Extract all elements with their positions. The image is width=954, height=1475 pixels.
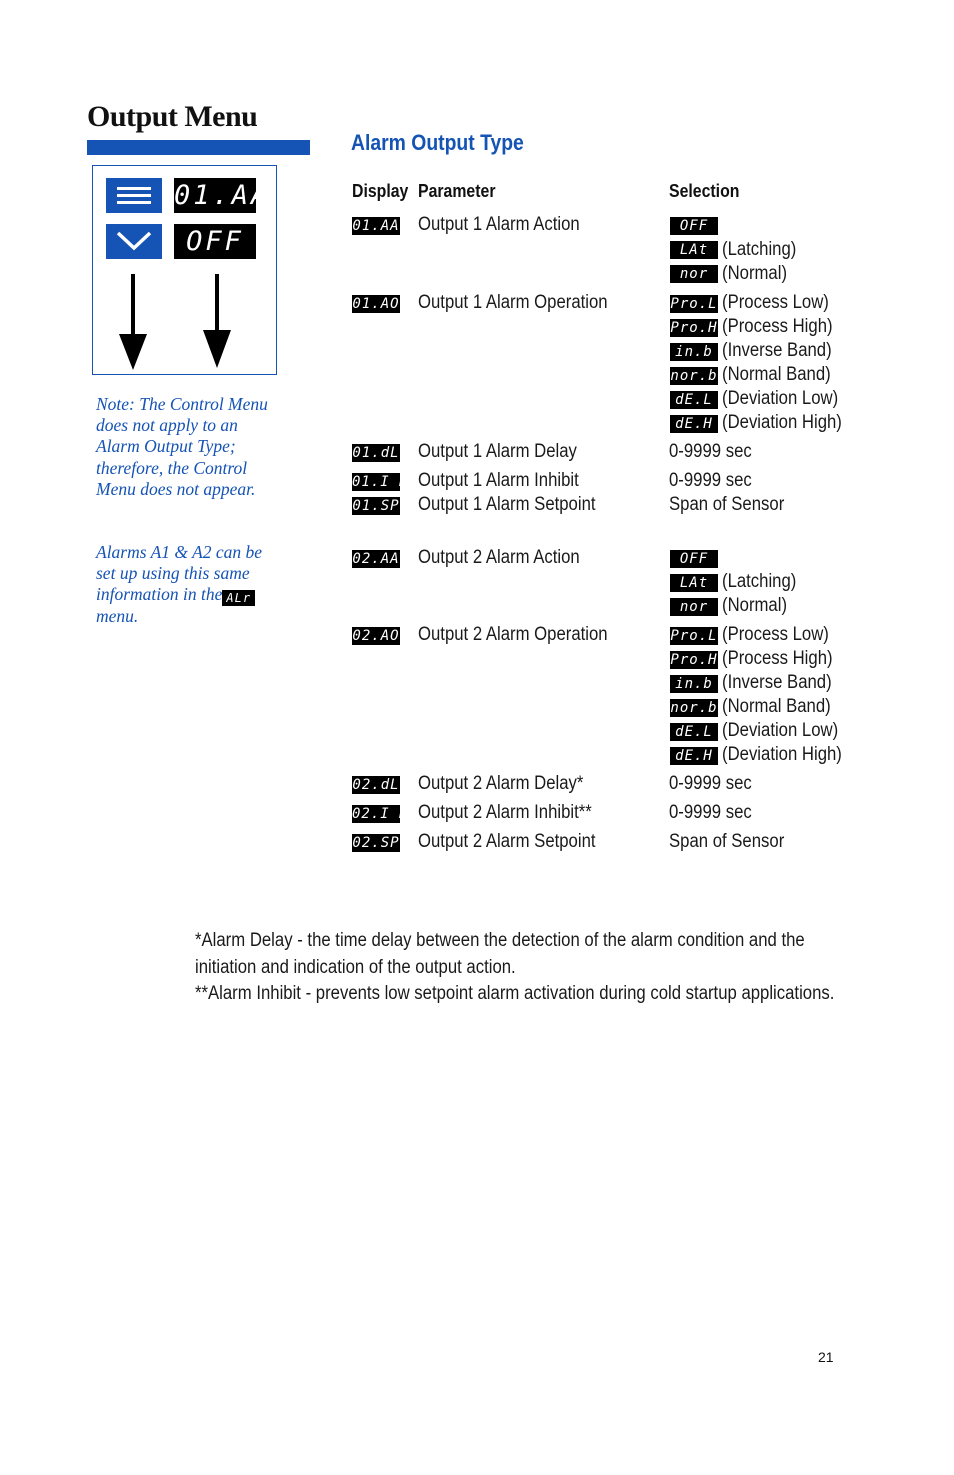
display-bottom: OFF [174, 224, 256, 259]
display-code: 02.SP [352, 835, 400, 851]
display-code: 02.AO [352, 628, 400, 644]
selection-value: Span of Sensor [669, 494, 785, 515]
selection-label: (Latching) [722, 239, 797, 260]
selection-value: 0-9999 sec [669, 441, 752, 462]
selection-label: (Process Low) [722, 624, 829, 645]
note-alarms [96, 542, 276, 628]
arrow-down-icon [197, 274, 237, 372]
selection-code: OFF [670, 550, 718, 568]
header-parameter: Parameter [418, 181, 496, 201]
selection-label: (Deviation Low) [722, 388, 839, 409]
selection-value: 0-9999 sec [669, 773, 752, 794]
footnote-alarm-delay-cont: initiation and indication of the output action. [195, 957, 516, 978]
section-title: Alarm Output Type [351, 130, 524, 155]
page-number: 21 [818, 1349, 834, 1365]
controller-panel-diagram [92, 165, 277, 375]
selection-code: Pro.L [670, 628, 718, 644]
selection-code: nor [670, 598, 718, 616]
selection-value: 0-9999 sec [669, 470, 752, 491]
selection-code: dE.H [670, 415, 718, 433]
selection-code: OFF [670, 217, 718, 235]
note-alarms-suffix: menu. [96, 606, 139, 627]
footnote-alarm-inhibit: **Alarm Inhibit - prevents low setpoint alarm activation during cold startup applications. [195, 983, 835, 1004]
selection-label: (Deviation Low) [722, 720, 839, 741]
selection-code: LAt [670, 574, 718, 592]
header-display: Display [352, 181, 409, 201]
display-top: 01.AA [174, 180, 271, 211]
selection-label: (Process Low) [722, 292, 829, 313]
selection-code: nor [670, 265, 718, 283]
selection-code: dE.H [670, 747, 718, 765]
parameter-name: Output 1 Alarm Inhibit [418, 470, 579, 491]
page-title: Output Menu [87, 100, 258, 133]
note-alarms-text: Alarms A1 & A2 can be set up using this same information in the [96, 542, 263, 605]
selection-code: Pro.L [670, 296, 718, 312]
selection-label: (Inverse Band) [722, 672, 832, 693]
selection-label: (Normal) [722, 263, 788, 284]
note-control-menu: Note: The Control Menu does not apply to an Alarm Output Type; therefore, the Control Menu does not appear. [96, 394, 268, 499]
parameter-name: Output 2 Alarm Action [418, 547, 580, 568]
selection-label: (Normal) [722, 595, 788, 616]
parameter-name: Output 2 Alarm Setpoint [418, 831, 596, 852]
selection-code: in.b [670, 343, 718, 361]
display-code: 02.AA [352, 551, 400, 567]
selection-code: nor.b [670, 700, 718, 716]
selection-label: (Deviation High) [722, 412, 842, 433]
parameter-name: Output 1 Alarm Operation [418, 292, 608, 313]
selection-value: Span of Sensor [669, 831, 785, 852]
display-code: 01.AA [352, 218, 400, 234]
selection-label: (Normal Band) [722, 696, 831, 717]
menu-lines-icon [106, 178, 162, 213]
selection-code: Pro.H [670, 320, 718, 336]
selection-label: (Process High) [722, 316, 833, 337]
display-code: 01.dL [352, 445, 400, 461]
parameter-name: Output 1 Alarm Delay [418, 441, 577, 462]
display-code: 01.SP [352, 498, 400, 514]
display-code: 01.I H [352, 474, 409, 490]
parameter-name: Output 2 Alarm Inhibit** [418, 802, 592, 823]
chevron-down-icon [106, 224, 162, 259]
display-code: 01.AO [352, 296, 400, 312]
selection-code: nor.b [670, 368, 718, 384]
selection-label: (Process High) [722, 648, 833, 669]
selection-code: dE.L [670, 391, 718, 409]
selection-code: dE.L [670, 723, 718, 741]
selection-label: (Latching) [722, 571, 797, 592]
parameter-name: Output 1 Alarm Setpoint [418, 494, 596, 515]
selection-label: (Normal Band) [722, 364, 831, 385]
alr-display-code: ALr [222, 590, 255, 606]
display-code: 02.dL [352, 777, 400, 793]
selection-label: (Inverse Band) [722, 340, 832, 361]
parameter-name: Output 2 Alarm Operation [418, 624, 608, 645]
display-code: 02.I H [352, 806, 409, 822]
selection-value: 0-9999 sec [669, 802, 752, 823]
parameter-name: Output 2 Alarm Delay* [418, 773, 584, 794]
title-underline-bar [87, 140, 310, 155]
selection-label: (Deviation High) [722, 744, 842, 765]
selection-code: LAt [670, 241, 718, 259]
parameter-name: Output 1 Alarm Action [418, 214, 580, 235]
arrow-down-icon [113, 274, 153, 372]
selection-code: Pro.H [670, 652, 718, 668]
footnote-alarm-delay: *Alarm Delay - the time delay between the detection of the alarm condition and the [195, 930, 805, 951]
header-selection: Selection [669, 181, 740, 201]
selection-code: in.b [670, 675, 718, 693]
